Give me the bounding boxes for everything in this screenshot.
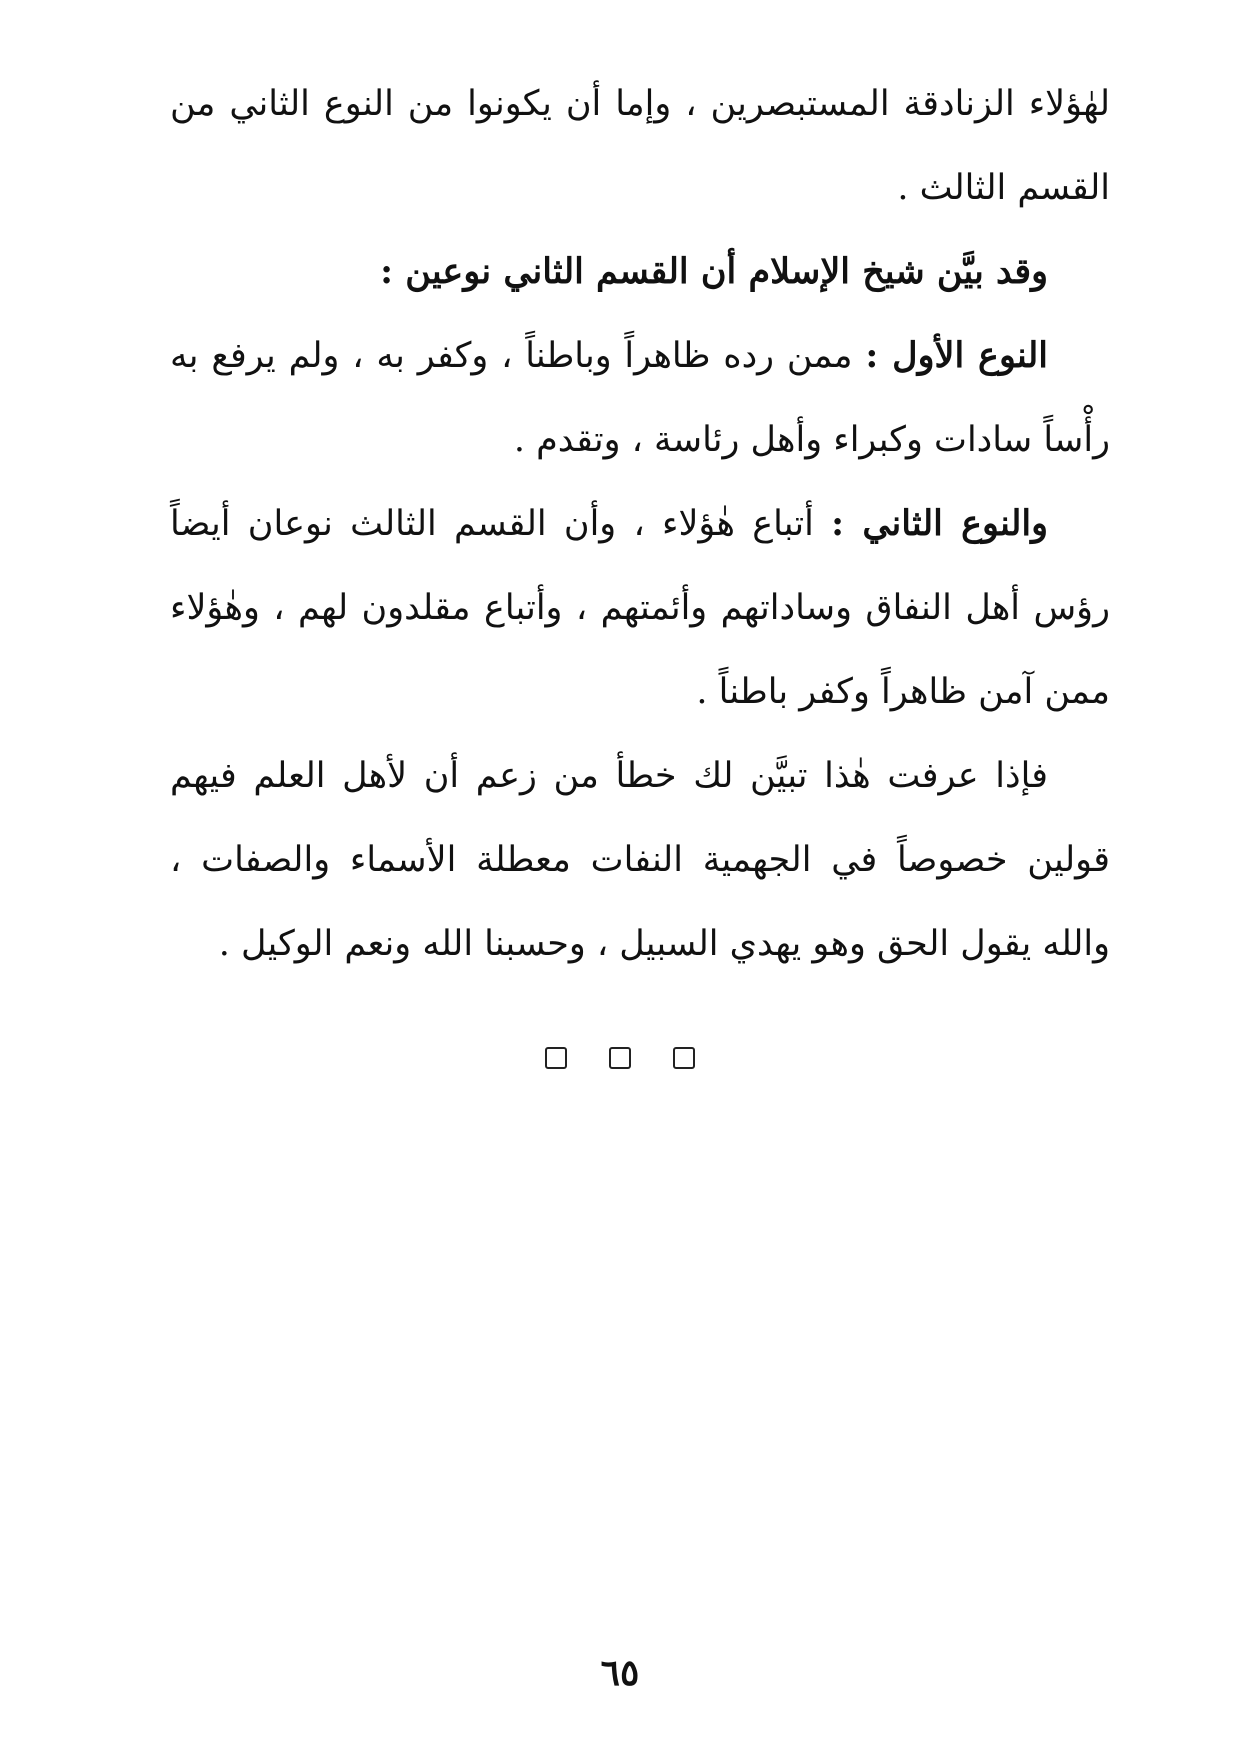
paragraph-first-type (170, 314, 1110, 482)
paragraph-continuation (170, 62, 1110, 230)
page-number: ٦٥ (600, 1652, 640, 1694)
paragraph-text: لهٰؤلاء الزنادقة المستبصرين ، وإما أن يكونوا من النوع الثاني من القسم الثالث . (170, 84, 1110, 208)
hollow-square-icon (673, 1047, 695, 1069)
paragraph-text: أتباع هٰؤلاء ، وأن القسم الثالث نوعان أيضاً رؤس أهل النفاق وساداتهم وأئمتهم ، وأتباع مقلدون لهم ، وهٰؤلاء ممن آمن ظاهراً وكفر باطناً . (170, 504, 1110, 712)
paragraph-text: فإذا عرفت هٰذا تبيَّن لك خطأ من زعم أن لأهل العلم فيهم قولين خصوصاً في الجهمية النفات معطلة الأسماء والصفات ، والله يقول الحق وهو يهدي السبيل ، وحسبنا الله ونعم الوكيل . (170, 756, 1110, 964)
hollow-square-icon (545, 1047, 567, 1069)
paragraph-second-type (170, 482, 1110, 734)
paragraph-bold-lead: والنوع الثاني : (831, 503, 1048, 544)
paragraph-bold-lead: وقد بيَّن شيخ الإسلام أن القسم الثاني نوعين : (380, 251, 1048, 292)
paragraph-intro-heading (170, 230, 1110, 314)
paragraph-text: ممن رده ظاهراً وباطناً ، وكفر به ، ولم يرفع به رأْساً سادات وكبراء وأهل رئاسة ، وتقدم . (170, 336, 1110, 460)
hollow-square-icon (609, 1047, 631, 1069)
paragraph-bold-lead: النوع الأول : (865, 335, 1048, 376)
body-text (170, 62, 1110, 986)
section-ornament (0, 1047, 1240, 1069)
paragraph-conclusion (170, 734, 1110, 986)
